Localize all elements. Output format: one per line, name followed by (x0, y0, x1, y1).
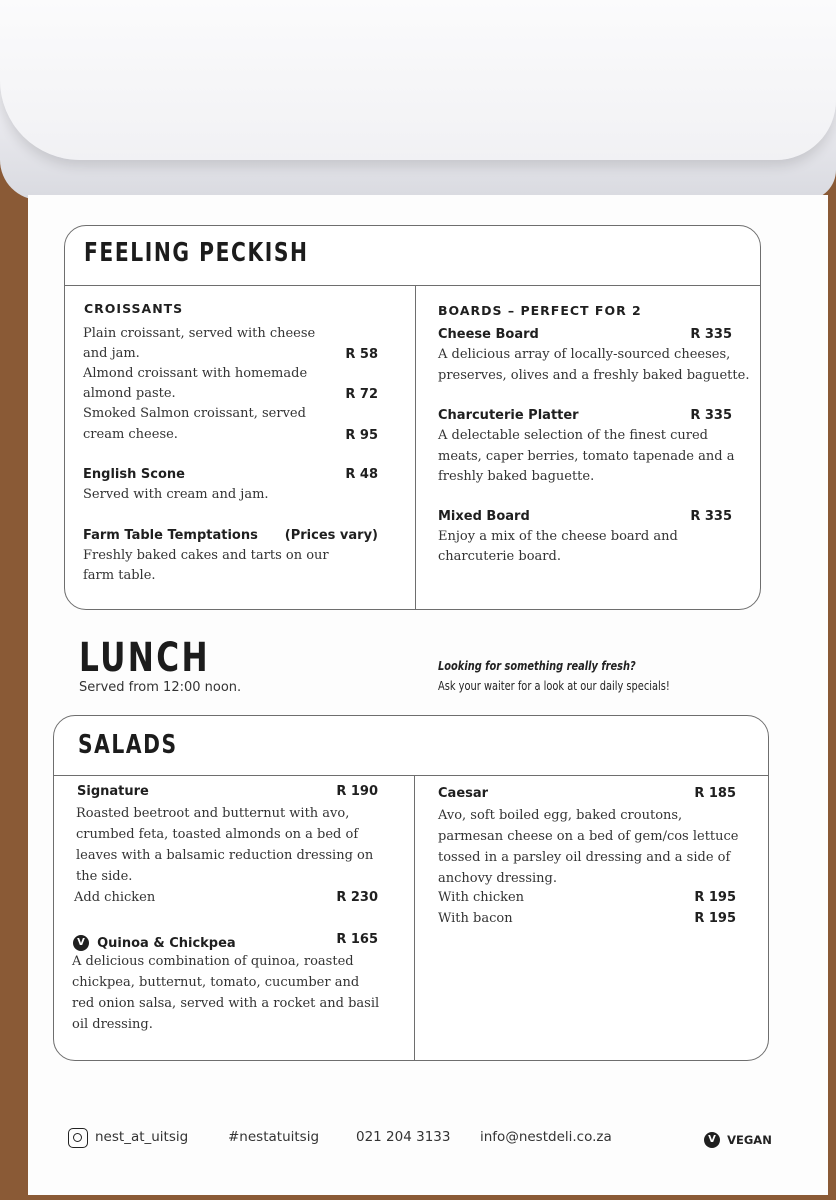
caesar-line2: parmesan cheese on a bed of gem/cos lettuce (438, 829, 739, 844)
signature-line1: Roasted beetroot and butternut with avo, (76, 806, 350, 821)
signature-line2: crumbed feta, toasted almonds on a bed of (76, 827, 359, 842)
croissant-almond-line2: almond paste. (83, 386, 176, 401)
instagram-icon[interactable] (68, 1128, 88, 1148)
hashtag: #nestatuitsig (228, 1129, 320, 1145)
mixed-board-line2: charcuterie board. (438, 549, 561, 564)
caesar-opt1: With chicken (438, 890, 525, 905)
signature-name: Signature (77, 784, 149, 799)
vegan-legend-icon: V (704, 1132, 720, 1148)
peckish-header (65, 226, 760, 286)
boards-label: BOARDS – PERFECT FOR 2 (438, 303, 642, 318)
caesar-opt2: With bacon (438, 911, 513, 926)
previous-page-edge (0, 0, 836, 160)
peckish-divider (415, 286, 416, 609)
charcuterie-line3: freshly baked baguette. (438, 469, 595, 484)
lunch-subtitle: Served from 12:00 noon. (79, 680, 242, 695)
farm-price: (Prices vary) (284, 528, 378, 543)
instagram-handle[interactable]: nest_at_uitsig (95, 1129, 189, 1145)
signature-line4: the side. (76, 869, 133, 884)
croissant-plain-price: R 58 (345, 347, 378, 362)
mixed-board-price: R 335 (690, 509, 732, 524)
quinoa-heading (73, 932, 236, 951)
caesar-name: Caesar (438, 786, 489, 801)
croissant-plain-line2: and jam. (83, 346, 140, 361)
farm-line1: Freshly baked cakes and tarts on our (83, 548, 329, 563)
salads-card (53, 715, 769, 1061)
email-link[interactable]: info@nestdeli.co.za (480, 1129, 612, 1145)
caesar-line1: Avo, soft boiled egg, baked croutons, (438, 808, 683, 823)
signature-line3: leaves with a balsamic reduction dressing on (76, 848, 374, 863)
menu-page (28, 195, 828, 1195)
charcuterie-price: R 335 (690, 408, 732, 423)
charcuterie-line2: meats, caper berries, tomato tapenade and a (438, 449, 735, 464)
vegan-legend (704, 1129, 772, 1148)
quinoa-line4: oil dressing. (72, 1017, 153, 1032)
charcuterie-line1: A delectable selection of the finest cured (438, 428, 708, 443)
caesar-opt2-price: R 195 (694, 911, 736, 926)
cheese-board-name: Cheese Board (438, 327, 539, 342)
signature-price: R 190 (336, 784, 378, 799)
specials-heading: Looking for something really fresh? (438, 659, 636, 673)
phone-number[interactable]: 021 204 3133 (356, 1129, 451, 1145)
salads-divider (414, 776, 415, 1060)
scone-desc: Served with cream and jam. (83, 487, 269, 502)
scone-price: R 48 (345, 467, 378, 482)
quinoa-name: Quinoa & Chickpea (97, 936, 236, 951)
peckish-card (64, 225, 761, 610)
lunch-title: LUNCH (79, 635, 210, 681)
cheese-board-line2: preserves, olives and a freshly baked baguette. (438, 368, 750, 383)
croissant-almond-price: R 72 (345, 387, 378, 402)
croissants-label: CROISSANTS (84, 301, 184, 316)
salads-header (54, 716, 768, 776)
caesar-price: R 185 (694, 786, 736, 801)
charcuterie-name: Charcuterie Platter (438, 408, 579, 423)
mixed-board-line1: Enjoy a mix of the cheese board and (438, 529, 678, 544)
salads-title: SALADS (78, 730, 178, 760)
footer (68, 1127, 798, 1151)
scone-name: English Scone (83, 467, 185, 482)
croissant-plain-line1: Plain croissant, served with cheese (83, 326, 316, 341)
quinoa-line3: red onion salsa, served with a rocket and basil (72, 996, 380, 1011)
mixed-board-name: Mixed Board (438, 509, 530, 524)
quinoa-line2: chickpea, butternut, tomato, cucumber and (72, 975, 360, 990)
croissant-almond-line1: Almond croissant with homemade (83, 366, 308, 381)
farm-name: Farm Table Temptations (83, 528, 258, 543)
signature-addon-price: R 230 (336, 890, 378, 905)
peckish-title: FEELING PECKISH (84, 238, 309, 268)
quinoa-line1: A delicious combination of quinoa, roasted (72, 954, 354, 969)
caesar-line4: anchovy dressing. (438, 871, 557, 886)
caesar-line3: tossed in a parsley oil dressing and a side of (438, 850, 731, 865)
croissant-salmon-line1: Smoked Salmon croissant, served (83, 406, 306, 421)
cheese-board-line1: A delicious array of locally-sourced cheeses, (438, 347, 731, 362)
quinoa-price: R 165 (336, 932, 378, 947)
farm-line2: farm table. (83, 568, 156, 583)
cheese-board-price: R 335 (690, 327, 732, 342)
croissant-salmon-line2: cream cheese. (83, 427, 178, 442)
signature-addon: Add chicken (74, 890, 156, 905)
specials-text: Ask your waiter for a look at our daily specials! (438, 679, 670, 693)
croissant-salmon-price: R 95 (345, 428, 378, 443)
caesar-opt1-price: R 195 (694, 890, 736, 905)
vegan-icon: V (73, 935, 89, 951)
vegan-legend-label: VEGAN (727, 1133, 772, 1147)
